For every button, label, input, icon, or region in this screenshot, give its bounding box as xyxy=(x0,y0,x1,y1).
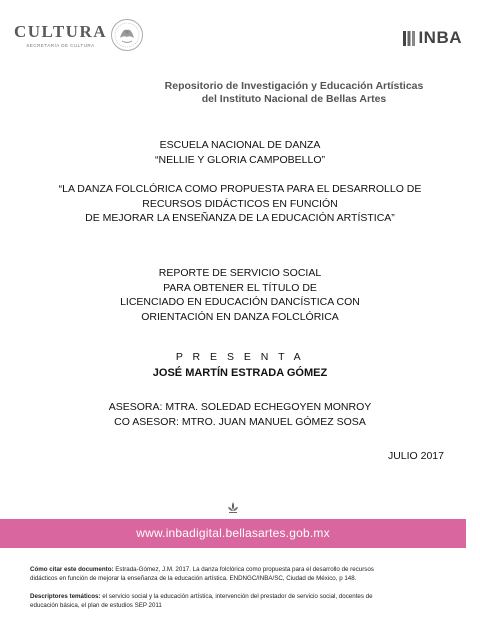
advisor-line-2: CO ASESOR: MTRO. JUAN MANUEL GÓMEZ SOSA xyxy=(114,415,366,428)
inba-mark-icon xyxy=(403,31,415,46)
citation-text-1: Estrada-Gómez, J.M. 2017. La danza folclórica como propuesta para el desarrollo de recursos xyxy=(113,566,374,573)
citation-first-line xyxy=(30,566,450,575)
report-description xyxy=(0,266,480,324)
document-date: JULIO 2017 xyxy=(387,450,444,462)
website-banner xyxy=(0,519,466,548)
website-url-link[interactable]: www.inbadigital.bellasartes.gob.mx xyxy=(136,526,330,540)
descriptors-block xyxy=(30,593,450,610)
report-line-2: PARA OBTENER EL TÍTULO DE xyxy=(163,281,317,294)
presenta-label: P R E S E N T A xyxy=(175,351,305,363)
title-line-2: RECURSOS DIDÁCTICOS EN FUNCIÓN xyxy=(142,197,338,210)
school-line-2: “NELLIE Y GLORIA CAMPOBELLO” xyxy=(154,153,325,166)
descriptors-text-2: educación básica, el plan de estudios SEP 2011 xyxy=(30,601,162,609)
report-line-1: REPORTE DE SERVICIO SOCIAL xyxy=(158,267,322,279)
cultura-logo-subtitle: SECRETARÍA DE CULTURA xyxy=(26,43,95,48)
cultura-logo xyxy=(14,22,107,48)
national-seal-icon xyxy=(110,18,144,52)
document-title xyxy=(0,182,480,226)
repository-line-2: del Instituto Nacional de Bellas Artes xyxy=(201,93,387,105)
citation-block xyxy=(30,566,450,583)
descriptors-text-1: el servicio social y la educación artística, intervención del prestador de servicio social, docentes de xyxy=(100,593,373,600)
citation-text-2: didácticos en función de mejorar la enseñanza de la educación artística. ENDNGC/INBA/SC, Ciudad de México, p 148. xyxy=(30,574,357,582)
page-header xyxy=(0,14,480,62)
inba-logo xyxy=(403,28,462,48)
lotus-logo-icon xyxy=(226,500,240,514)
advisors xyxy=(0,400,480,429)
title-line-1: “LA DANZA FOLCLÓRICA COMO PROPUESTA PARA EL DESARROLLO DE xyxy=(58,183,422,195)
cultura-logo-word: CULTURA xyxy=(14,22,108,41)
repository-line-1: Repositorio de Investigación y Educación Artísticas xyxy=(164,80,424,92)
repository-heading xyxy=(144,80,444,106)
report-line-4: ORIENTACIÓN EN DANZA FOLCLÓRICA xyxy=(141,310,339,323)
author-name: JOSÉ MARTÍN ESTRADA GÓMEZ xyxy=(152,367,328,379)
citation-label: Cómo citar este documento: xyxy=(30,566,114,573)
inba-logo-text: INBA xyxy=(418,28,462,47)
descriptors-label: Descriptores temáticos: xyxy=(30,593,101,600)
descriptors-first-line xyxy=(30,593,450,602)
school-line-1: ESCUELA NACIONAL DE DANZA xyxy=(159,139,321,151)
report-line-3: LICENCIADO EN EDUCACIÓN DANCÍSTICA CON xyxy=(120,296,360,308)
advisor-line-1: ASESORA: MTRA. SOLEDAD ECHEGOYEN MONROY xyxy=(108,401,372,413)
school-name xyxy=(0,138,480,167)
title-line-3: DE MEJORAR LA ENSEÑANZA DE LA EDUCACIÓN ARTÍSTICA” xyxy=(85,212,395,224)
